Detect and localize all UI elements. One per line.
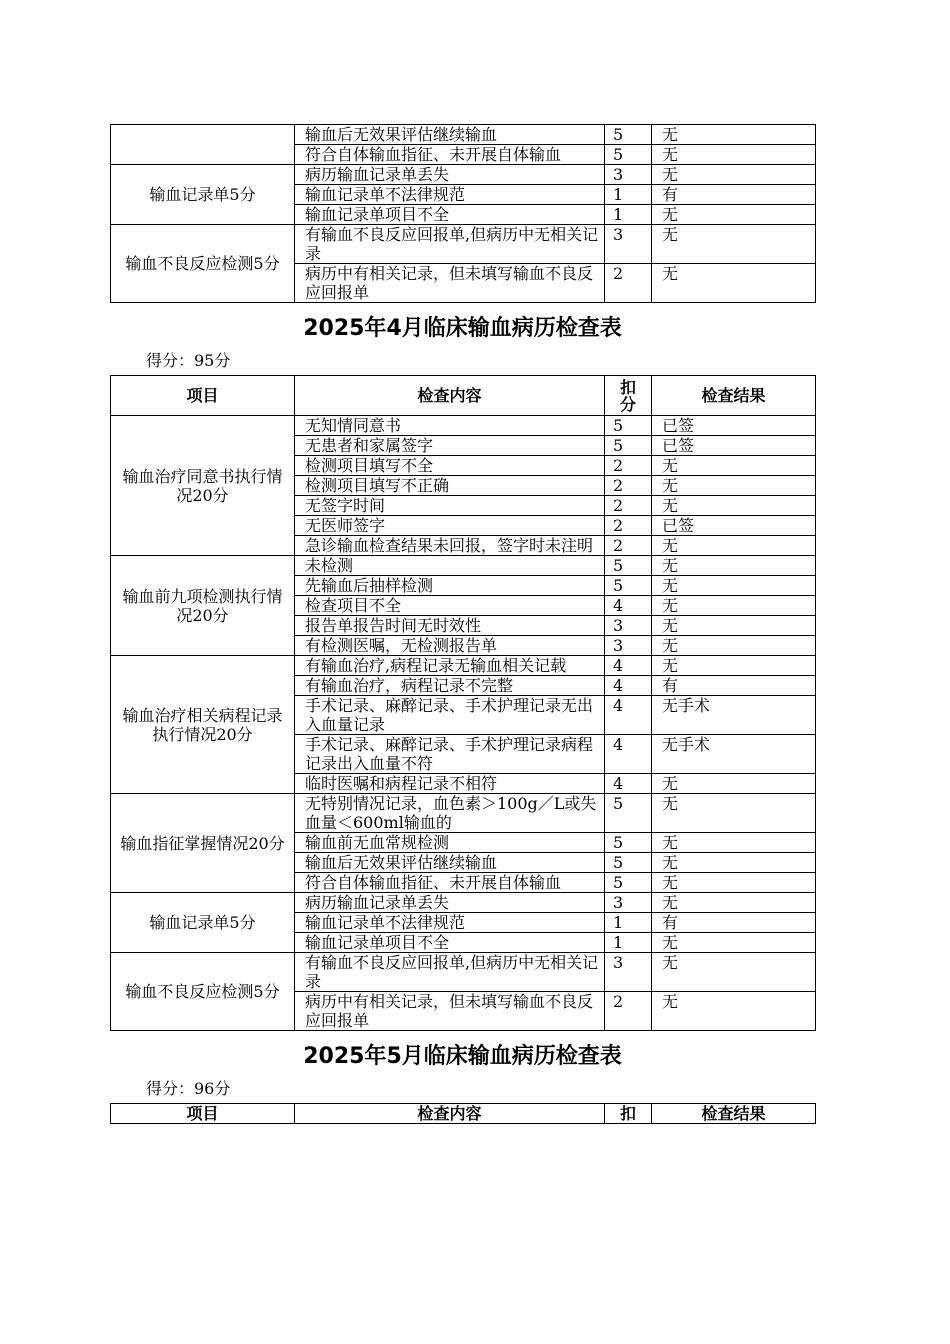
category-cell: 输血治疗相关病程记录执行情况20分 <box>111 656 295 794</box>
deduct-cell: 3 <box>605 893 652 913</box>
content-cell: 检查项目不全 <box>295 596 605 616</box>
table-row <box>111 165 816 185</box>
deduct-cell: 3 <box>605 953 652 992</box>
content-cell: 输血记录单项目不全 <box>295 205 605 225</box>
deduct-cell: 1 <box>605 913 652 933</box>
result-cell: 无 <box>652 496 816 516</box>
deduct-cell: 3 <box>605 165 652 185</box>
result-cell: 无 <box>652 225 816 264</box>
result-cell: 无 <box>652 794 816 833</box>
deduct-cell: 4 <box>605 774 652 794</box>
table-row <box>111 225 816 264</box>
deduct-cell: 5 <box>605 873 652 893</box>
deduct-cell: 2 <box>605 992 652 1031</box>
content-cell: 无患者和家属签字 <box>295 436 605 456</box>
category-cell: 输血不良反应检测5分 <box>111 225 295 303</box>
result-cell: 无 <box>652 933 816 953</box>
result-cell: 无 <box>652 853 816 873</box>
deduct-cell: 3 <box>605 616 652 636</box>
deduct-cell: 5 <box>605 556 652 576</box>
header-result: 检查结果 <box>652 376 816 416</box>
result-cell: 无 <box>652 205 816 225</box>
result-cell: 有 <box>652 185 816 205</box>
result-cell: 无 <box>652 556 816 576</box>
result-cell: 无手术 <box>652 696 816 735</box>
result-cell: 无手术 <box>652 735 816 774</box>
result-cell: 已签 <box>652 436 816 456</box>
april-score: 得分：95分 <box>146 351 231 370</box>
content-cell: 有输血治疗，病程记录不完整 <box>295 676 605 696</box>
content-cell: 无知情同意书 <box>295 416 605 436</box>
deduct-cell: 4 <box>605 735 652 774</box>
deduct-cell: 5 <box>605 436 652 456</box>
category-cell: 输血记录单5分 <box>111 165 295 225</box>
table-row <box>111 893 816 913</box>
content-cell: 未检测 <box>295 556 605 576</box>
header-content: 检查内容 <box>295 376 605 416</box>
content-cell: 无医师签字 <box>295 516 605 536</box>
deduct-cell: 5 <box>605 576 652 596</box>
table-row <box>111 656 816 676</box>
content-cell: 急诊输血检查结果未回报，签字时未注明 <box>295 536 605 556</box>
content-cell: 无签字时间 <box>295 496 605 516</box>
deduct-cell: 1 <box>605 205 652 225</box>
content-cell: 无特别情况记录，血色素＞100g／L或失血量＜600ml输血的 <box>295 794 605 833</box>
table-row <box>111 416 816 436</box>
content-cell: 输血前无血常规检测 <box>295 833 605 853</box>
content-cell: 输血记录单不法律规范 <box>295 913 605 933</box>
table-row <box>111 556 816 576</box>
may-table <box>110 1103 816 1124</box>
content-cell: 报告单报告时间无时效性 <box>295 616 605 636</box>
result-cell: 无 <box>652 873 816 893</box>
result-cell: 无 <box>652 833 816 853</box>
deduct-cell: 2 <box>605 476 652 496</box>
header-deduct: 扣 <box>605 1104 652 1124</box>
deduct-cell: 5 <box>605 145 652 165</box>
content-cell: 手术记录、麻醉记录、手术护理记录病程记录出入血量不符 <box>295 735 605 774</box>
april-header-row <box>111 376 816 416</box>
content-cell: 输血后无效果评估继续输血 <box>295 853 605 873</box>
result-cell: 无 <box>652 893 816 913</box>
may-title: 2025年5月临床输血病历检查表 <box>303 1044 622 1069</box>
category-cell: 输血指征掌握情况20分 <box>111 794 295 893</box>
content-cell: 有检测医嘱，无检测报告单 <box>295 636 605 656</box>
content-cell: 有输血不良反应回报单,但病历中无相关记录 <box>295 225 605 264</box>
content-cell: 符合自体输血指征、未开展自体输血 <box>295 145 605 165</box>
content-cell: 检测项目填写不全 <box>295 456 605 476</box>
result-cell: 无 <box>652 576 816 596</box>
deduct-cell: 3 <box>605 225 652 264</box>
result-cell: 无 <box>652 596 816 616</box>
content-cell: 有输血不良反应回报单,但病历中无相关记录 <box>295 953 605 992</box>
category-cell: 输血记录单5分 <box>111 893 295 953</box>
header-content: 检查内容 <box>295 1104 605 1124</box>
deduct-cell: 4 <box>605 696 652 735</box>
header-deduct: 扣分 <box>605 376 652 416</box>
deduct-cell: 5 <box>605 853 652 873</box>
table-row <box>111 794 816 833</box>
april-title: 2025年4月临床输血病历检查表 <box>303 316 622 341</box>
result-cell: 有 <box>652 676 816 696</box>
result-cell: 已签 <box>652 516 816 536</box>
deduct-cell: 5 <box>605 833 652 853</box>
result-cell: 无 <box>652 264 816 303</box>
category-cell: 输血治疗同意书执行情况20分 <box>111 416 295 556</box>
deduct-cell: 3 <box>605 636 652 656</box>
result-cell: 无 <box>652 536 816 556</box>
april-table <box>110 375 816 1031</box>
category-cell: 输血前九项检测执行情况20分 <box>111 556 295 656</box>
deduct-cell: 5 <box>605 416 652 436</box>
content-cell: 有输血治疗,病程记录无输血相关记载 <box>295 656 605 676</box>
deduct-cell: 2 <box>605 496 652 516</box>
category-cell <box>111 125 295 165</box>
category-cell: 输血不良反应检测5分 <box>111 953 295 1031</box>
result-cell: 无 <box>652 774 816 794</box>
result-cell: 无 <box>652 992 816 1031</box>
continued-table <box>110 124 816 303</box>
content-cell: 先输血后抽样检测 <box>295 576 605 596</box>
result-cell: 已签 <box>652 416 816 436</box>
deduct-cell: 5 <box>605 794 652 833</box>
deduct-cell: 4 <box>605 676 652 696</box>
content-cell: 检测项目填写不正确 <box>295 476 605 496</box>
deduct-cell: 2 <box>605 536 652 556</box>
content-cell: 病历输血记录单丢失 <box>295 893 605 913</box>
content-cell: 病历中有相关记录，但未填写输血不良反应回报单 <box>295 264 605 303</box>
result-cell: 无 <box>652 125 816 145</box>
result-cell: 无 <box>652 456 816 476</box>
may-header-row <box>111 1104 816 1124</box>
table-row <box>111 953 816 992</box>
deduct-cell: 1 <box>605 185 652 205</box>
result-cell: 无 <box>652 165 816 185</box>
result-cell: 无 <box>652 145 816 165</box>
content-cell: 输血后无效果评估继续输血 <box>295 125 605 145</box>
deduct-cell: 4 <box>605 656 652 676</box>
content-cell: 输血记录单不法律规范 <box>295 185 605 205</box>
deduct-cell: 4 <box>605 596 652 616</box>
table-row <box>111 125 816 145</box>
result-cell: 无 <box>652 616 816 636</box>
content-cell: 病历输血记录单丢失 <box>295 165 605 185</box>
deduct-cell: 2 <box>605 516 652 536</box>
result-cell: 有 <box>652 913 816 933</box>
result-cell: 无 <box>652 656 816 676</box>
header-item: 项目 <box>111 376 295 416</box>
result-cell: 无 <box>652 476 816 496</box>
content-cell: 符合自体输血指征、未开展自体输血 <box>295 873 605 893</box>
header-result: 检查结果 <box>652 1104 816 1124</box>
deduct-cell: 2 <box>605 456 652 476</box>
may-score: 得分：96分 <box>146 1079 231 1098</box>
content-cell: 临时医嘱和病程记录不相符 <box>295 774 605 794</box>
document-page <box>110 124 815 1124</box>
deduct-cell: 2 <box>605 264 652 303</box>
header-item: 项目 <box>111 1104 295 1124</box>
result-cell: 无 <box>652 636 816 656</box>
result-cell: 无 <box>652 953 816 992</box>
content-cell: 手术记录、麻醉记录、手术护理记录无出入血量记录 <box>295 696 605 735</box>
deduct-cell: 1 <box>605 933 652 953</box>
content-cell: 输血记录单项目不全 <box>295 933 605 953</box>
deduct-cell: 5 <box>605 125 652 145</box>
content-cell: 病历中有相关记录，但未填写输血不良反应回报单 <box>295 992 605 1031</box>
